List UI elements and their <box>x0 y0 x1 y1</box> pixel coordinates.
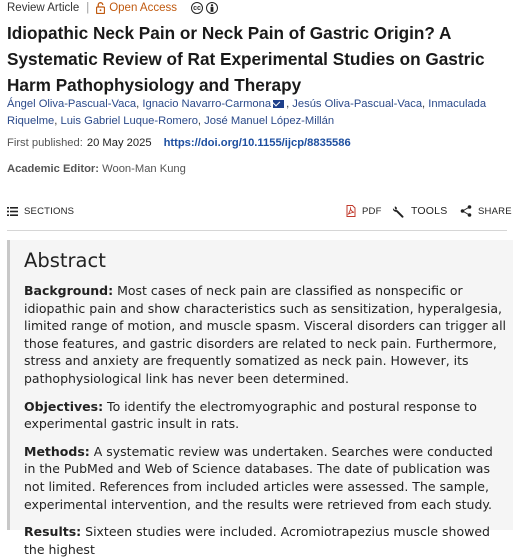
wrench-icon <box>392 205 405 218</box>
open-access-badge[interactable] <box>96 2 177 14</box>
separator: | <box>86 2 90 14</box>
published-date: 20 May 2025 <box>86 137 152 149</box>
author-separator: , <box>197 115 205 127</box>
pdf-icon <box>346 205 356 217</box>
abstract-paragraph-objectives <box>24 398 508 433</box>
academic-editor <box>7 163 186 175</box>
author-separator: , <box>54 115 61 127</box>
publication-info <box>7 137 351 149</box>
section-label: Background: <box>24 283 114 298</box>
author-link[interactable]: Jesús Oliva-Pascual-Vaca <box>292 98 423 110</box>
section-label: Methods: <box>24 443 90 459</box>
author-list <box>7 96 512 130</box>
abstract-paragraph-methods <box>24 443 508 513</box>
pdf-button[interactable] <box>346 203 382 219</box>
divider <box>7 230 507 231</box>
article-toolbar <box>7 203 512 219</box>
author-link[interactable]: Ángel Oliva-Pascual-Vaca <box>7 98 137 110</box>
open-access-label: Open Access <box>109 2 177 14</box>
article-title: Idiopathic Neck Pain or Neck Pain of Gastric Origin? A Systematic Review of Rat Experimental Studies on Gastric Harm Pathophysiology and Therapy <box>7 23 485 95</box>
article-meta-bar <box>7 0 218 16</box>
share-button[interactable] <box>460 203 512 219</box>
published-label: First published: <box>7 137 83 149</box>
creative-commons-icon: cc <box>191 2 203 14</box>
sections-button[interactable] <box>7 203 74 219</box>
list-icon <box>7 207 18 216</box>
author-separator: , <box>422 98 429 110</box>
editor-name: Woon-Man Kung <box>102 163 186 175</box>
share-icon <box>460 205 472 217</box>
pdf-label: PDF <box>362 205 382 217</box>
sections-label: SECTIONS <box>24 205 75 217</box>
author-separator: , <box>136 98 143 110</box>
abstract-paragraph-results <box>24 523 508 558</box>
abstract-section <box>7 240 513 557</box>
open-lock-icon <box>96 2 105 14</box>
license-icons[interactable] <box>191 2 218 14</box>
author-link[interactable]: Luis Gabriel Luque-Romero <box>60 115 198 127</box>
editor-label: Academic Editor: <box>7 163 100 175</box>
share-label: SHARE <box>478 205 512 217</box>
section-text: Most cases of neck pain are classified as nonspecific or idiopathic pain and show characteristics such as sensitization, hyperalgesia, limited range of motion, and muscle spasm. Visceral disorders can trigger all those features, and gastric disorders are related to neck pain. Furthermore, stress and anxiety are frequently somatized as neck pain. However, its pathophysiological link has never been determined. <box>24 283 507 386</box>
section-text: To identify the electromyographic and postural response to experimental gastric insult in rats. <box>24 398 477 432</box>
author-link[interactable]: José Manuel López-Millán <box>204 115 335 127</box>
tools-label: TOOLS <box>411 205 448 217</box>
tools-button[interactable] <box>392 203 447 219</box>
abstract-paragraph-background <box>24 282 508 388</box>
author-link[interactable]: Inmaculada Riquelme <box>7 98 487 127</box>
corresponding-author-email-icon[interactable] <box>273 100 284 108</box>
section-label: Objectives: <box>24 398 104 414</box>
article-type: Review Article <box>7 2 80 14</box>
abstract-heading: Abstract <box>24 249 106 272</box>
doi-link[interactable]: https://doi.org/10.1155/ijcp/8835586 <box>163 137 351 149</box>
author-separator: , <box>286 98 293 110</box>
section-label: Results: <box>24 524 82 540</box>
section-text: A systematic review was undertaken. Searches were conducted in the PubMed and Web of Science databases. The date of publication was not limited. References from included articles were assessed. The sample, experimental intervention, and the results were retrieved from each study. <box>24 443 493 512</box>
section-text: Sixteen studies were included. Acromiotrapezius muscle showed the highest <box>24 524 490 557</box>
attribution-icon <box>206 2 218 14</box>
author-link[interactable]: Ignacio Navarro-Carmona <box>142 98 272 110</box>
